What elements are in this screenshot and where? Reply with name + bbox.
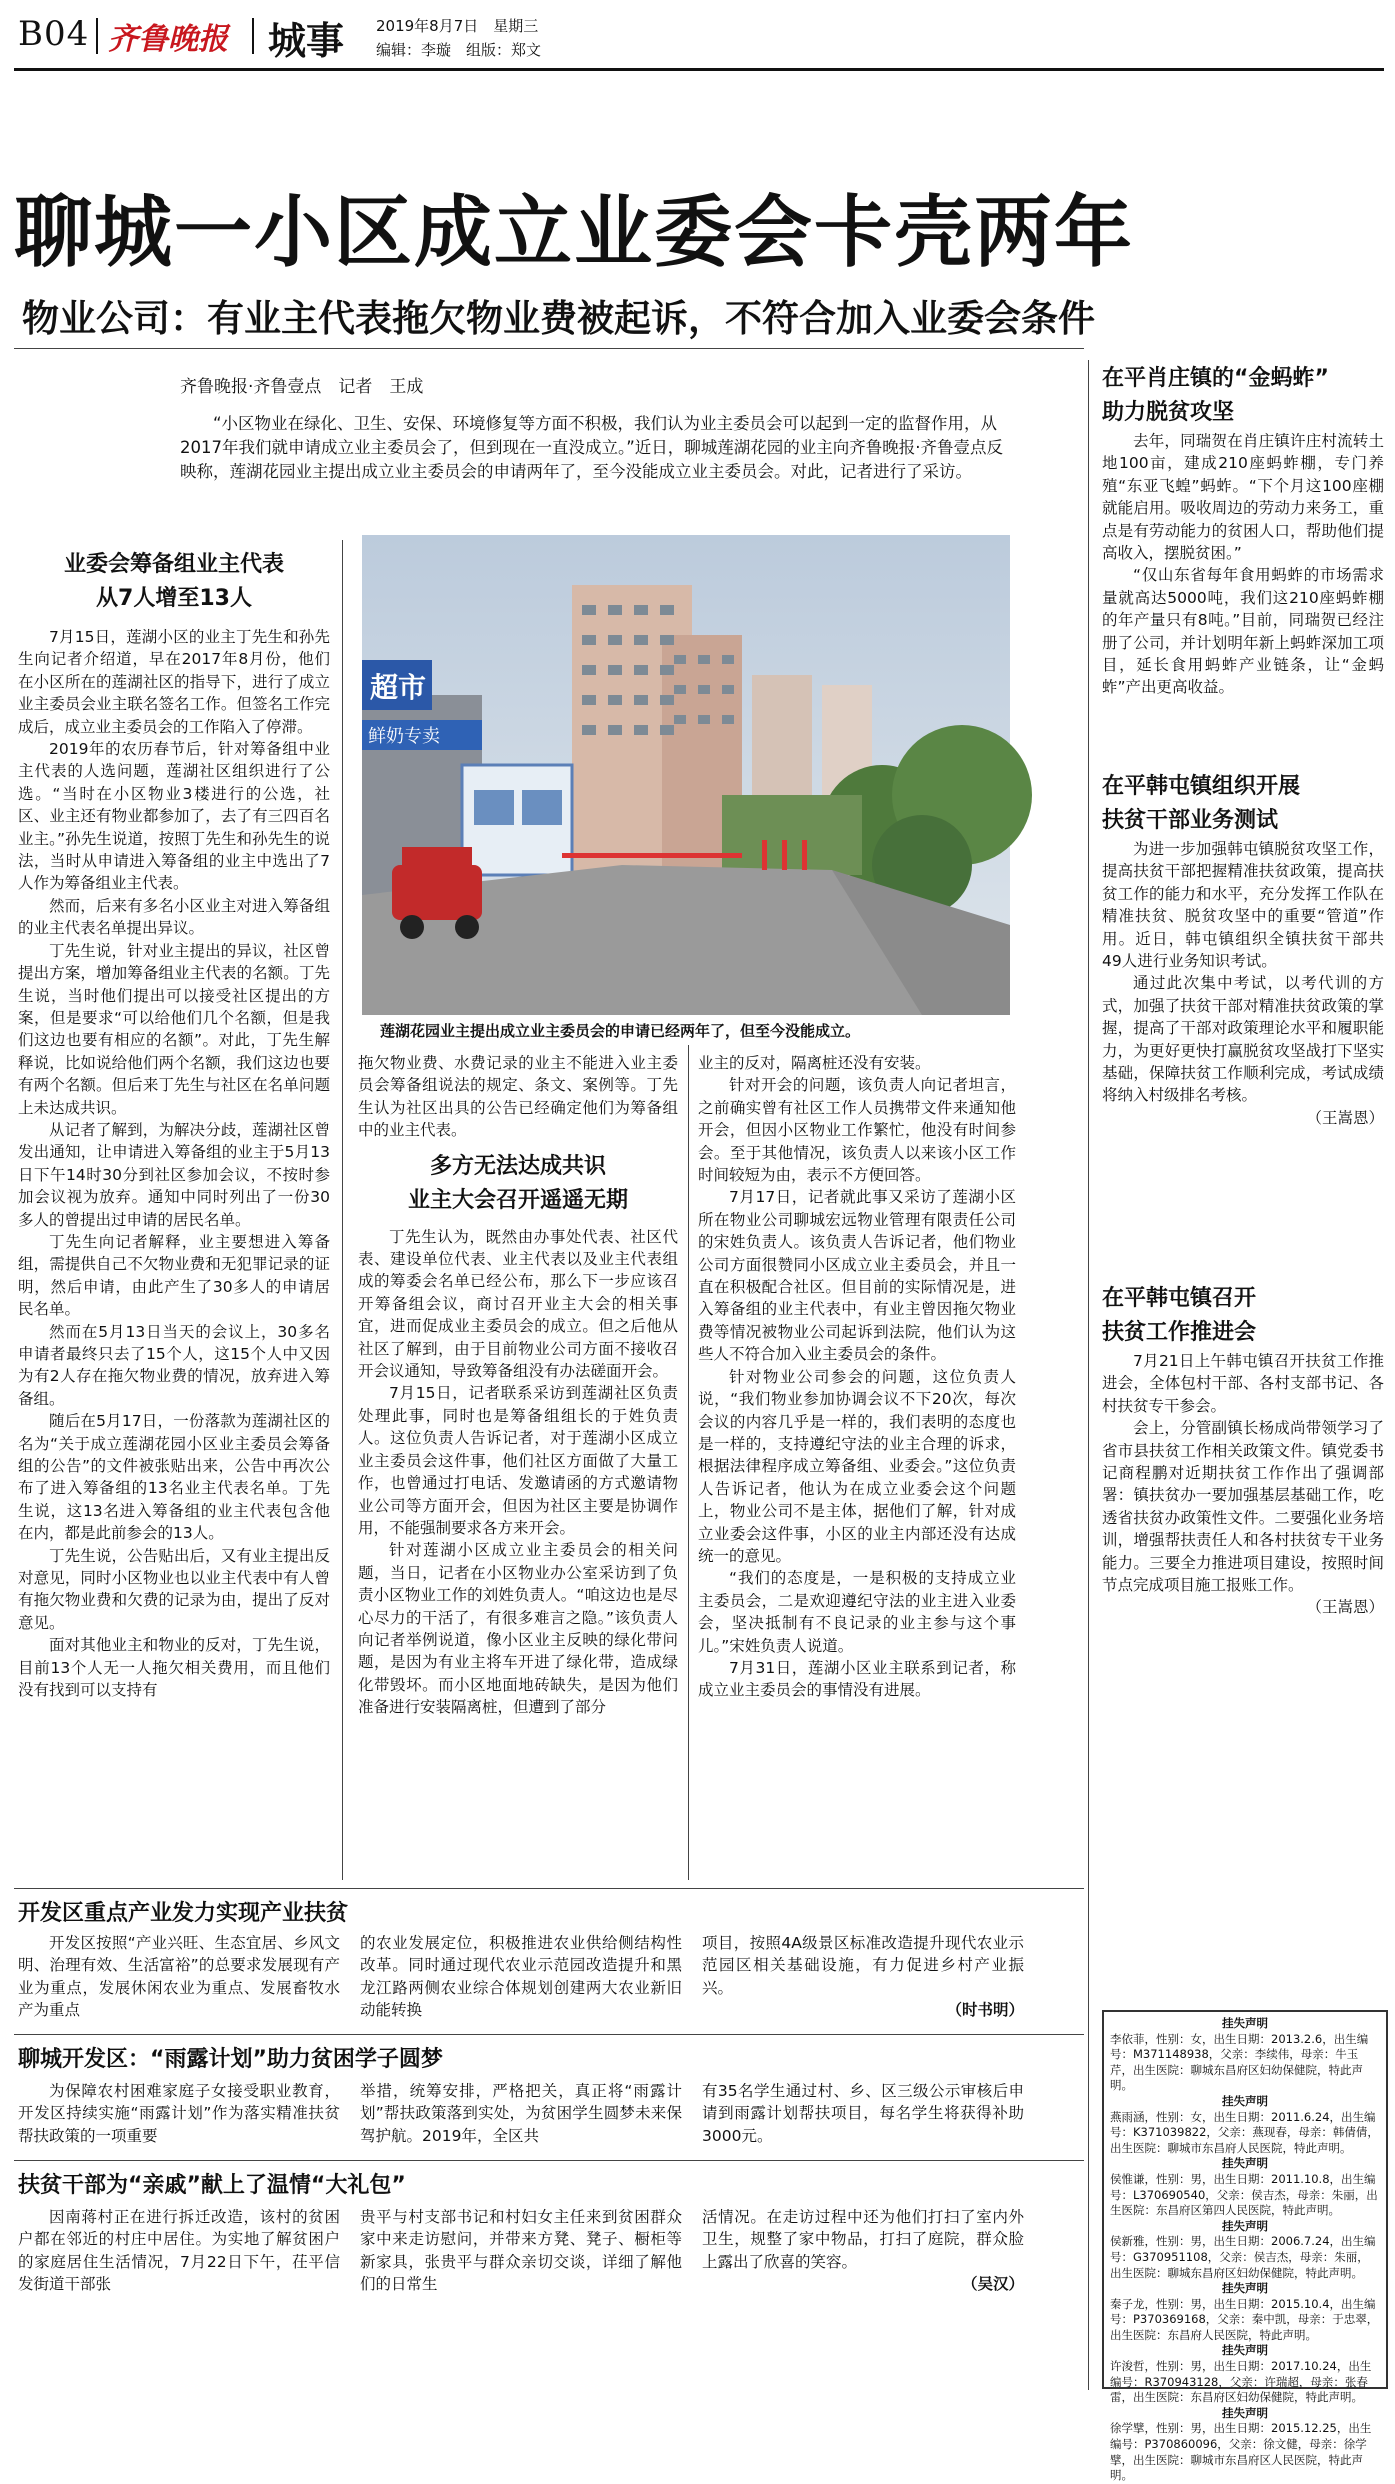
paragraph: 针对物业公司参会的问题，这位负责人说，“我们物业参加协调会议不下20次，每次会议的内容几乎是一样的，我们表明的态度也是一样的，支持遵纪守法的业主合理的诉求，根据法律程序成立筹备组、业委会。”这位负责人告诉记者，他认为在成立业委会这个问题上，物业公司不是主体，据他们了解，针对成立业委会这件事，小区的业主内部还没有达成统一的意见。 [698, 1367, 1016, 1565]
subhead: 物业公司：有业主代表拖欠物业费被起诉，不符合加入业委会条件 [22, 297, 1095, 340]
paragraph: 7月31日，莲湖小区业主联系到记者，称成立业主委员会的事情没有进展。 [698, 1658, 1016, 1700]
divider [14, 2034, 1084, 2035]
article-column-3 [698, 1052, 1016, 1880]
notice-title: 挂失声明 [1222, 2016, 1268, 2030]
sidebar-rule [1088, 360, 1089, 2390]
column-subhead: 多方无法达成共识 业主大会召开遥遥无期 [407, 1153, 628, 1213]
notice-item: 徐学擘，性别：男，出生日期：2015.12.25，出生编号：P370860096，父亲：徐文健，母亲：徐学擘，出生医院：聊城市东昌府区人民医院，特此声明。 [1110, 2421, 1372, 2483]
brief-text: 项目，按照4A级景区标准改造提升现代农业示范园区相关基础设施，有力促进乡村产业振兴。 （时书明） [702, 1932, 1024, 2027]
lost-notice-box [1102, 2010, 1388, 2483]
paragraph: 7月21日上午韩屯镇召开扶贫工作推进会，全体包村干部、各村支部书记、各村扶贫专干参会。 [1102, 1352, 1384, 1415]
notice-item: 许浚哲，性别：男，出生日期：2017.10.24，出生编号：R370943128，父亲：许瑞超，母亲：张春雷，出生医院：东昌府区妇幼保健院，特此声明。 [1110, 2359, 1372, 2405]
paragraph: 2019年的农历春节后，针对筹备组中业主代表的人选问题，莲湖社区组织进行了公选。“当时在小区物业3楼进行的公选，社区、业主还有物业都参加了，去了有三四百名业主。”孙先生说道，按照丁先生和孙先生的说法，当时从申请进入筹备组的业主中选出了7人作为筹备组业主代表。 [18, 740, 330, 893]
brief-text: 的农业发展定位，积极推进农业供给侧结构性改革。同时通过现代农业示范园改造提升和黑龙江路两侧农业综合体规划创建两大农业新旧动能转换 [360, 1934, 682, 2020]
byline: 齐鲁晚报·齐鲁壹点 记者 王成 [180, 377, 424, 397]
notice-title: 挂失声明 [1222, 2093, 1268, 2108]
paragraph: 通过此次集中考试，以考代训的方式，加强了扶贫干部对精准扶贫政策的掌握，提高了干部对政策理论水平和履职能力，为更好更快打赢脱贫攻坚战打下坚实基础，保障扶贫工作顺利完成，考试成绩将纳入村级排名考核。 [1102, 974, 1384, 1105]
article-column-2 [358, 1052, 678, 1880]
notice-item: 李依菲，性别：女，出生日期：2013.2.6，出生编号：M371148938，父亲：李续伟，母亲：牛玉芹，出生医院：聊城东昌府区妇幼保健院，特此声明。 [1110, 2031, 1369, 2093]
article-column-1 [18, 548, 330, 1878]
paragraph: “仅山东省每年食用蚂蚱的市场需求量就高达5000吨，我们这210座蚂蚱棚的年产量只有8吨。”目前，同瑞贺已经注册了公司，并计划明年新上蚂蚱深加工项目，延长食用蚂蚱产业链条，让“金蚂蚱”产出更高收益。 [1102, 566, 1384, 697]
paragraph: “我们的态度是，一是积极的支持成立业主委员会，二是欢迎遵纪守法的业主进入业委会，坚决抵制有不良记录的业主参与这个事儿。”宋姓负责人说道。 [698, 1569, 1016, 1655]
paragraph: 面对其他业主和物业的反对，丁先生说，目前13个人无一人拖欠相关费用，而且他们没有找到可以支持有 [18, 1636, 330, 1700]
brief-title: 在平肖庄镇的“金蚂蚱” 助力脱贫攻坚 [1102, 366, 1329, 425]
headline: 聊城一小区成立业委会卡壳两年 [14, 188, 1135, 278]
brief-title: 扶贫干部为“亲戚”献上了温情“大礼包” [18, 2173, 406, 2198]
paragraph: 针对莲湖小区成立业主委员会的相关问题，当日，记者在小区物业办公室采访到了负责小区物业工作的刘姓负责人。“咱这边也是尽心尽力的干活了，有很多难言之隐。”该负责人向记者举例说道，像小区业主反映的绿化带问题，是因为有业主将车开进了绿化带，造成绿化带毁坏。而小区地面地砖缺失，是因为他们准备进行安装隔离桩，但遭到了部分 [358, 1541, 678, 1717]
paragraph: 然而，后来有多名小区业主对进入筹备组的业主代表名单提出异议。 [18, 896, 330, 938]
header-divider [252, 18, 254, 54]
paragraph: 丁先生说，公告贴出后，又有业主提出反对意见，同时小区物业也以业主代表中有人曾有拖欠物业费和欠费的记录为由，提出了反对意见。 [18, 1546, 330, 1632]
divider [14, 2160, 1084, 2161]
brief-text: 因南蒋村正在进行拆迁改造，该村的贫困户都在邻近的村庄中居住。为实地了解贫困户的家庭居住生活情况，7月22日下午，茌平信发街道干部张 [18, 2208, 340, 2294]
brief-text: 贵平与村支部书记和村妇女主任来到贫困群众家中来走访慰问，并带来方凳、凳子、橱柜等新家具，张贵平与群众亲切交谈，详细了解他们的日常生 [360, 2208, 682, 2294]
notice-title: 挂失声明 [1222, 2405, 1268, 2420]
photo-illustration [362, 535, 1010, 1015]
author-sign: （王嵩恩） [1306, 1108, 1384, 1127]
paragraph: 去年，同瑞贺在肖庄镇许庄村流转土地100亩，建成210座蚂蚱棚，专门养殖“东亚飞蝗”蚂蚱。“下个月这100座棚就能启用。吸收周边的劳动力来务工，重点是有劳动能力的贫困人口，帮助他们提高收入，摆脱贫困。” [1102, 432, 1384, 563]
paragraph-continued: 业主的反对，隔离桩还没有安装。 [698, 1054, 931, 1072]
brief-article-2 [1102, 770, 1384, 1270]
brief-text: 举措，统筹安排，严格把关，真正将“雨露计划”帮扶政策落到实处，为贫困学生圆梦未来保驾护航。2019年，全区共 [360, 2082, 682, 2145]
author-sign: （吴汉） [961, 2275, 1024, 2294]
column-rule [688, 1045, 689, 1880]
paragraph: 丁先生说，针对业主提出的异议，社区曾提出方案，增加筹备组业主代表的名额。丁先生说，当时他们提出可以接受社区提出的方案，但是要求“可以给他们几个名额，但是我们这边也要有相应的名额”。对此，丁先生解释说，比如说给他们两个名额，我们这边也要有两个名额。但后来丁先生与社区在名单问题上未达成共识。 [18, 941, 330, 1117]
brief-title: 在平韩屯镇组织开展 扶贫干部业务测试 [1102, 774, 1301, 833]
editors: 编辑：李璇 组版：郑文 [376, 41, 542, 59]
lead-paragraph: “小区物业在绿化、卫生、安保、环境修复等方面不积极，我们认为业主委员会可以起到一定的监督作用，从2017年我们就申请成立业主委员会了，但到现在一直没成立。”近日，聊城莲湖花园的业主向齐鲁晚报·齐鲁壹点反映称，莲湖花园业主提出成立业主委员会的申请两年了，至今没能成立业主委员会。对此，记者进行了采访。 [180, 414, 1004, 481]
header-meta [376, 14, 541, 62]
photo-caption: 莲湖花园业主提出成立业主委员会的申请已经两年了，但至今没能成立。 [380, 1022, 861, 1040]
brief-text: 活情况。在走访过程中还为他们打扫了室内外卫生，规整了家中物品，打扫了庭院，群众脸上露出了欣喜的笑容。 （吴汉） [702, 2206, 1024, 2301]
issue-date: 2019年8月7日 星期三 [376, 17, 539, 35]
header-divider [96, 18, 98, 54]
section-name: 城事 [268, 19, 345, 63]
brief-text: 有35名学生通过村、乡、区三级公示审核后申请到雨露计划帮扶项目，每名学生将获得补助3000元。 [702, 2082, 1024, 2145]
paragraph: 随后在5月17日，一份落款为莲湖社区的名为“关于成立莲湖花园小区业主委员会筹备组的公告”的文件被张贴出来，公告中再次公布了进入筹备组的13名业主代表名单。丁先生说，这13名进入筹备组的业主代表包含他在内，都是此前参会的13人。 [18, 1412, 330, 1543]
brief-title: 开发区重点产业发力实现产业扶贫 [18, 1901, 349, 1926]
brief-article-3 [1102, 1282, 1384, 2002]
paragraph: 7月15日，莲湖小区的业主丁先生和孙先生向记者介绍道，早在2017年8月份，他们在小区所在的莲湖社区的指导下，进行了成立业主委员会业主联名签名工作。但签名工作完成后，成立业主委员会的工作陷入了停滞。 [18, 628, 330, 736]
paragraph: 丁先生认为，既然由办事处代表、社区代表、建设单位代表、业主代表以及业主代表组成的筹委会名单已经公布，那么下一步应该召开筹备组会议，商讨召开业主大会的相关事宜，进而促成业主委员会的成立。但之后他从社区了解到，由于目前物业公司方面不接收召开会议通知，导致筹备组没有办法磋面开会。 [358, 1227, 678, 1381]
paragraph: 为进一步加强韩屯镇脱贫攻坚工作，提高扶贫干部把握精准扶贫政策，提高扶贫工作的能力和水平，充分发挥工作队在精准扶贫、脱贫攻坚中的重要“管道”作用。近日，韩屯镇组织全镇扶贫干部共49人进行业务知识考试。 [1102, 840, 1384, 971]
paragraph: 从记者了解到，为解决分歧，莲湖社区曾发出通知，让申请进入筹备组的业主于5月13日下午14时30分到社区参加会议，不按时参加会议视为放弃。通知中同时列出了一份30多人的曾提出过申请的居民名单。 [18, 1120, 330, 1229]
brief-title: 聊城开发区：“雨露计划”助力贫困学子圆梦 [18, 2047, 443, 2072]
page-number: B04 [18, 14, 90, 54]
paragraph: 然而在5月13日当天的会议上，30多名申请者最终只去了15个人，这15个人中又因为有2人存在拖欠物业费的情况，放弃进入筹备组。 [18, 1322, 330, 1408]
column-subhead: 业委会筹备组业主代表 从7人增至13人 [63, 552, 284, 611]
shop-sign-2: 鲜奶专卖 [368, 726, 440, 747]
notice-item: 燕雨涵，性别：女，出生日期：2011.6.24，出生编号：K371039822，父亲：燕现春，母亲：韩倩倩，出生医院：聊城市东昌府人民医院，特此声明。 [1110, 2109, 1379, 2155]
notice-title: 挂失声明 [1222, 2156, 1268, 2171]
notice-item: 侯新雅，性别：男，出生日期：2006.7.24，出生编号：G370951108，父亲：侯吉杰，母亲：朱丽，出生医院：聊城东昌府区妇幼保健院，特此声明。 [1110, 2234, 1376, 2280]
brief-text: 开发区按照“产业兴旺、生态宜居、乡风文明、治理有效、生活富裕”的总要求发展现有产业为重点，发展休闲农业为重点、发展畜牧水产为重点 [18, 1934, 340, 2020]
brief-text: 为保障农村困难家庭子女接受职业教育，开发区持续实施“雨露计划”作为落实精准扶贫帮扶政策的一项重要 [18, 2082, 340, 2145]
notice-title: 挂失声明 [1222, 2343, 1268, 2358]
paragraph: 会上，分管副镇长杨成尚带领学习了省市县扶贫工作相关政策文件。镇党委书记商程鹏对近期扶贫工作作出了强调部署：镇扶贫办一要加强基层基础工作，吃透省扶贫办政策性文件。二要强化业务培训，增强帮扶责任人和各村扶贫专干业务能力。三要全力推进项目建设，按照时间节点完成项目施工报账工作。 [1102, 1419, 1384, 1595]
newspaper-logo: 齐鲁晚报 [108, 22, 228, 57]
paragraph: 7月15日，记者联系采访到莲湖社区负责处理此事，同时也是筹备组组长的于姓负责人。这位负责人告诉记者，对于莲湖小区成立业主委员会这件事，他们社区方面做了大量工作，也曾通过打电话、发邀请函的方式邀请物业公司等方面开会，但因为社区主要是协调作用，不能强制要求各方来开会。 [358, 1384, 678, 1537]
divider [14, 1888, 1084, 1889]
header-rule [14, 68, 1384, 71]
paragraph: 丁先生向记者解释，业主要想进入筹备组，需提供自己不欠物业费和无犯罪记录的证明，然后申请，由此产生了30多人的申请居民名单。 [18, 1232, 330, 1319]
paragraph: 针对开会的问题，该负责人向记者坦言，之前确实曾有社区工作人员携带文件来通知他开会，但因小区物业工作繁忙，他没有时间参会。至于其他情况，该负责人以来该小区工作时间较短为由，表示不方便回答。 [698, 1076, 1016, 1185]
news-photo [362, 535, 1010, 1015]
paragraph-continued: 拖欠物业费、水费记录的业主不能进入业主委员会筹备组说法的规定、条文、案例等。丁先生认为社区出具的公告已经确定他们为筹备组中的业主代表。 [358, 1054, 678, 1140]
column-rule [342, 540, 343, 1880]
notice-title: 挂失声明 [1222, 2281, 1268, 2296]
brief-article-1 [1102, 362, 1384, 762]
divider [14, 348, 1084, 349]
notice-title: 挂失声明 [1222, 2218, 1268, 2233]
paragraph: 7月17日，记者就此事又采访了莲湖小区所在物业公司聊城宏远物业管理有限责任公司的宋姓负责人。该负责人告诉记者，他们物业公司方面很赞同小区成立业主委员会，并且一直在积极配合社区。但目前的实际情况是，进入筹备组的业主代表中，有业主曾因拖欠物业费等情况被物业公司起诉到法院，他们认为这些人不符合加入业主委员会的条件。 [698, 1188, 1016, 1364]
brief-title: 在平韩屯镇召开 扶贫工作推进会 [1102, 1286, 1257, 1345]
author-sign: （时书明） [946, 2001, 1024, 2020]
notice-item: 秦子龙，性别：男，出生日期：2015.10.4，出生编号：P370369168，父亲：秦中凯，母亲：于忠翠，出生医院：东昌府人民医院，特此声明。 [1110, 2296, 1379, 2342]
notice-item: 侯惟谦，性别：男，出生日期：2011.10.8，出生编号：L370690540，父亲：侯吉杰，母亲：朱丽，出生医院：东昌府区第四人民医院，特此声明。 [1110, 2171, 1378, 2218]
author-sign: （王嵩恩） [1306, 1598, 1384, 1617]
shop-sign: 超市 [370, 671, 427, 704]
